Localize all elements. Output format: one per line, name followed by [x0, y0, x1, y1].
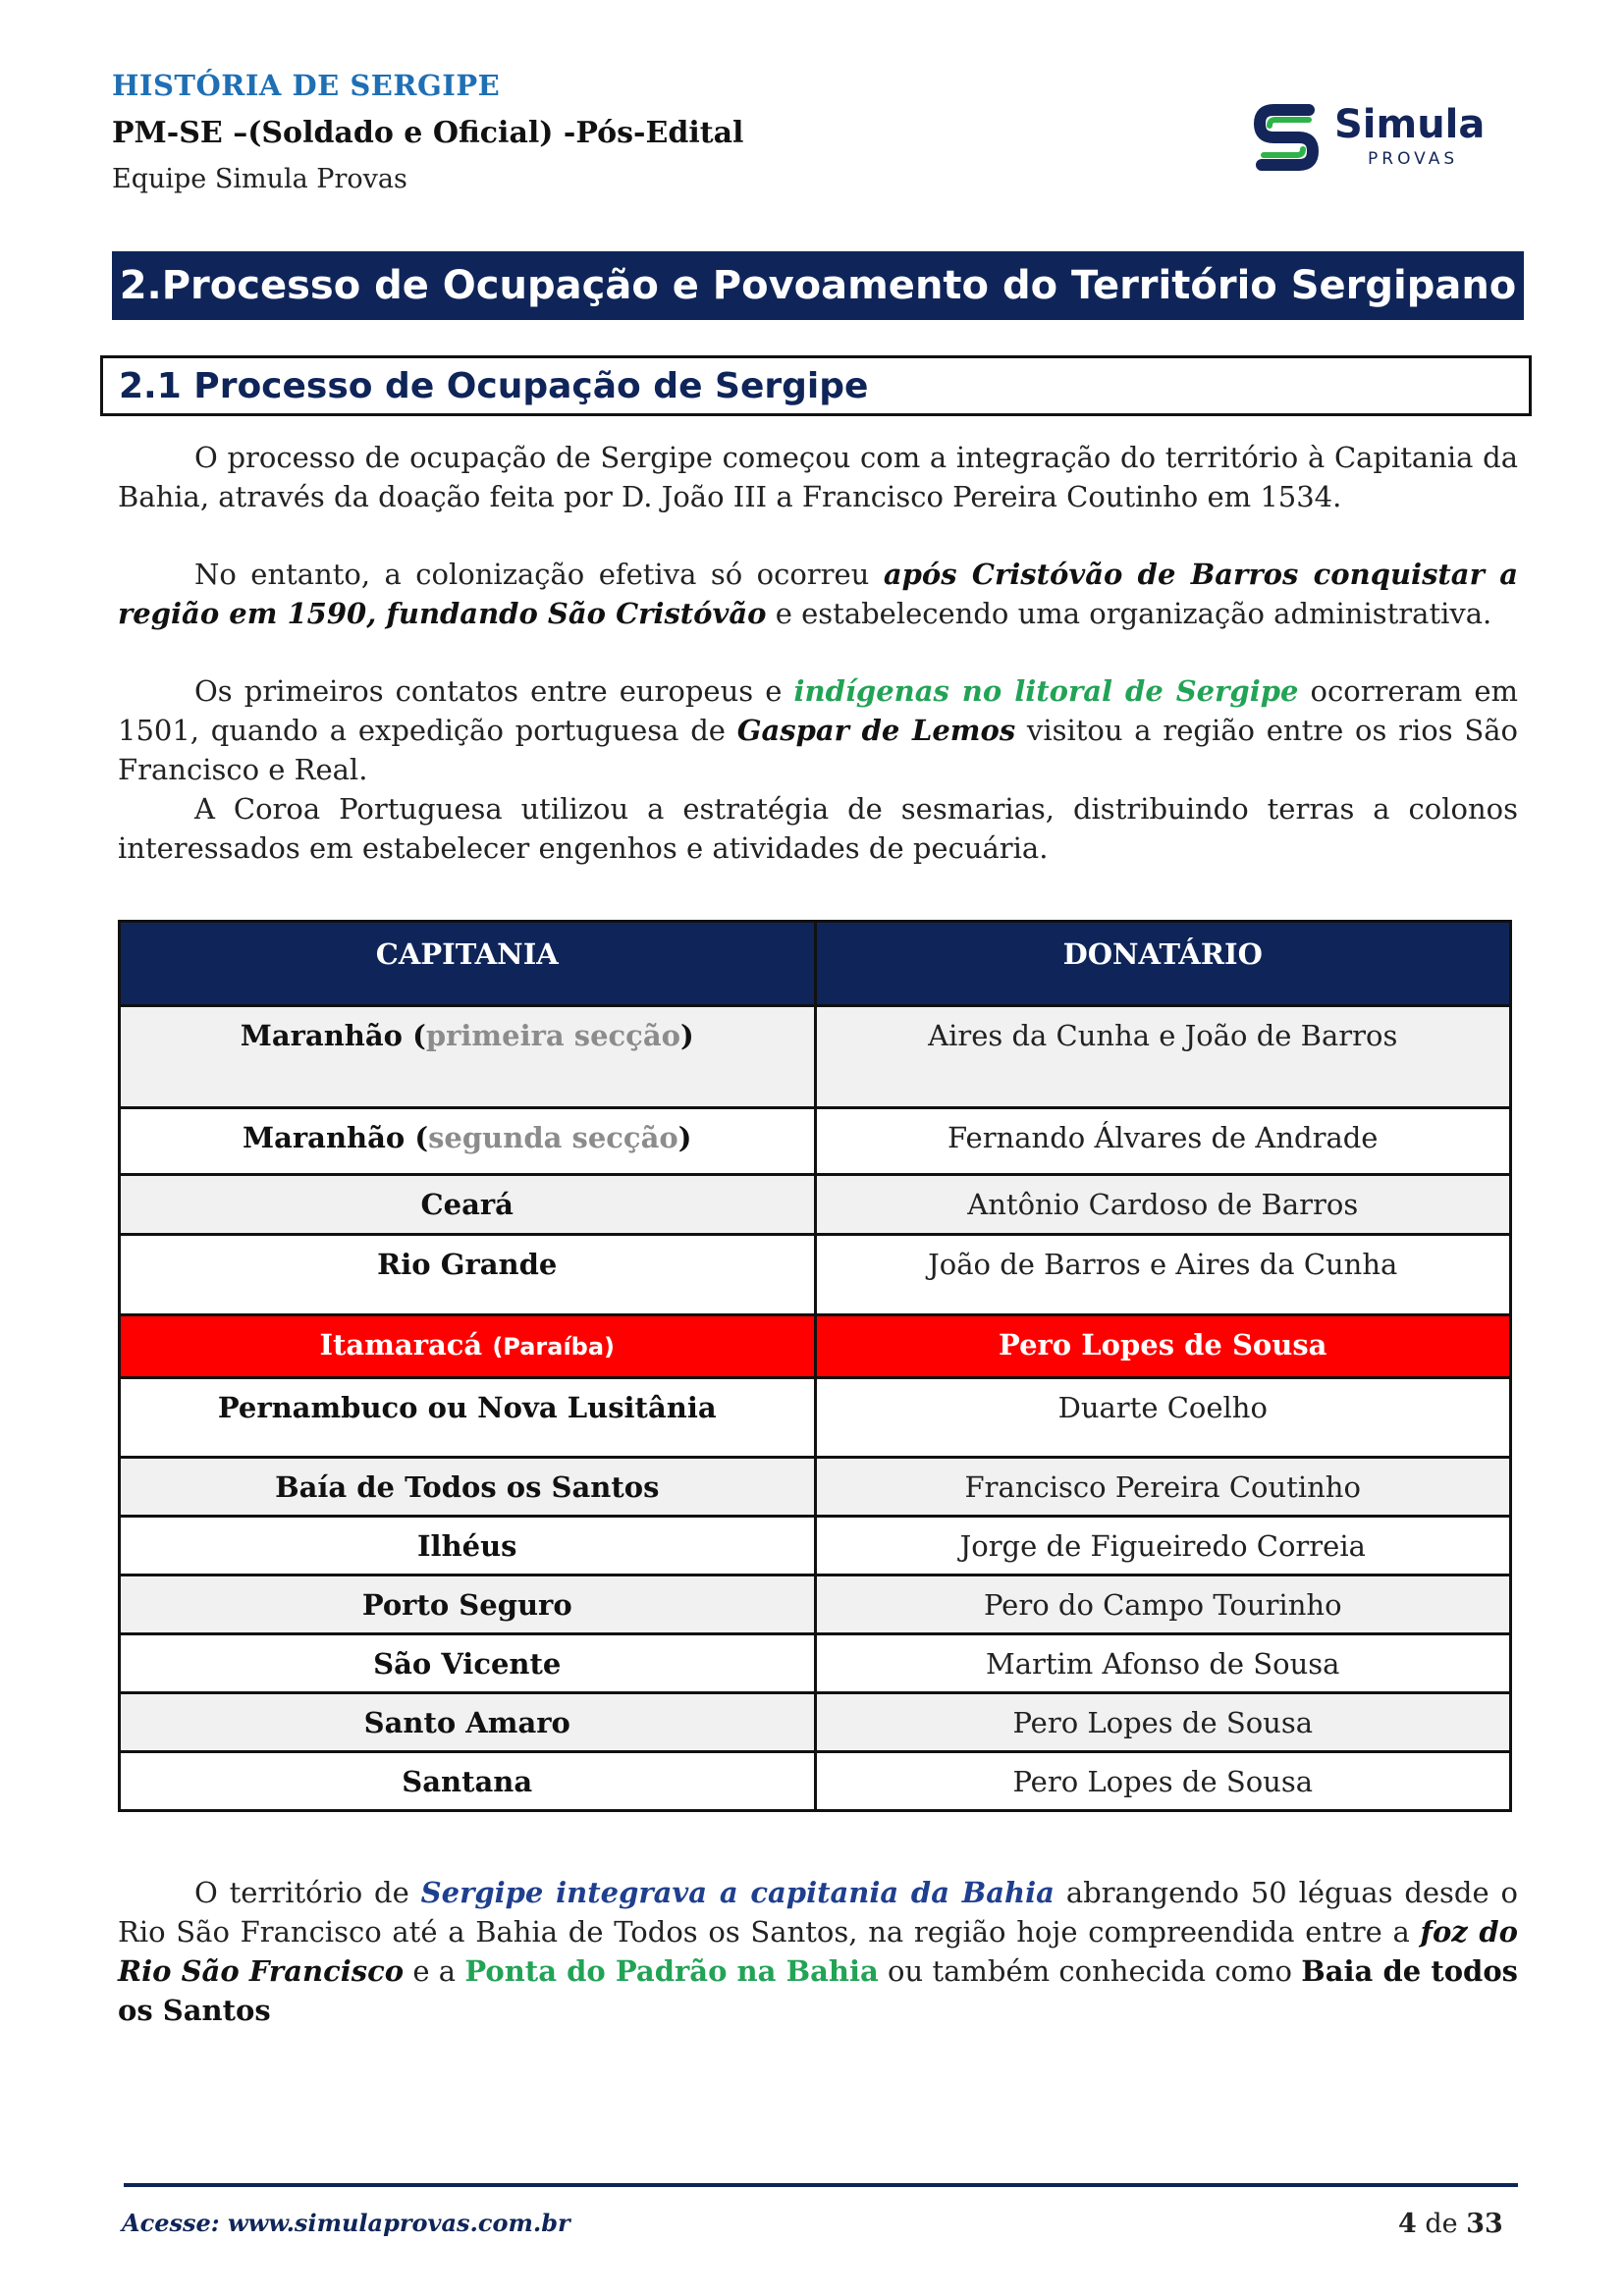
capitania-close: ) — [677, 1121, 692, 1154]
table-row — [120, 1235, 1511, 1315]
paragraph-5-blue-highlight: Sergipe integrava a capitania da Bahia — [420, 1876, 1055, 1909]
simula-provas-logo — [1252, 98, 1507, 177]
capitania-cell: Pernambuco ou Nova Lusitânia — [120, 1378, 816, 1458]
capitania-cell: Rio Grande — [120, 1235, 816, 1315]
logo-subtitle: PROVAS — [1368, 149, 1459, 169]
paragraph-3-text: Os primeiros contatos entre europeus e — [194, 674, 794, 708]
course-title: PM-SE –(Soldado e Oficial) -Pós-Edital — [112, 116, 744, 150]
capitania-cell: São Vicente — [120, 1634, 816, 1693]
donatario-cell: João de Barros e Aires da Cunha — [815, 1235, 1511, 1315]
donatario-cell: Pero Lopes de Sousa — [815, 1752, 1511, 1811]
donatario-cell: Pero Lopes de Sousa — [815, 1693, 1511, 1752]
paragraph-2-text: No entanto, a colonização efetiva só ocorreu — [194, 558, 884, 591]
paragraph-3-green-highlight: indígenas no litoral de Sergipe — [793, 674, 1299, 708]
capitania-cell: Santana — [120, 1752, 816, 1811]
donatario-cell: Pero do Campo Tourinho — [815, 1575, 1511, 1634]
paragraph-2-text-end: e estabelecendo uma organização administrativa. — [766, 597, 1492, 630]
donatario-cell: Fernando Álvares de Andrade — [815, 1108, 1511, 1175]
column-header-donatario: DONATÁRIO — [815, 922, 1511, 1006]
paragraph-3-text-end: visitou a região entre os rios São Francisco e Real. — [118, 714, 1518, 786]
donatario-cell: Pero Lopes de Sousa — [815, 1315, 1511, 1378]
paragraph-5 — [118, 1873, 1518, 2030]
paragraph-5-text-known: ou também conhecida como — [878, 1954, 1302, 1988]
paragraph-1: O processo de ocupação de Sergipe começou com a integração do território à Capitania da Bahia, através da doação feita por D. João III a Francisco Pereira Coutinho em 1534. — [118, 441, 1518, 513]
paragraph-5-highlight: foz do Rio São Francisco — [118, 1915, 1518, 1988]
capitania-close: ) — [679, 1019, 694, 1052]
capitanias-table — [118, 920, 1512, 1812]
donatario-cell: Antônio Cardoso de Barros — [815, 1175, 1511, 1235]
capitania-cell: Santo Amaro — [120, 1693, 816, 1752]
capitania-cell — [120, 1006, 816, 1108]
logo-s-icon — [1252, 98, 1321, 177]
section-title: 2.1 Processo de Ocupação de Sergipe — [100, 355, 1532, 416]
paragraph-2-highlight: após Cristóvão de Barros conquistar a região em 1590, fundando São Cristóvão — [118, 558, 1518, 630]
capitania-name: Maranhão ( — [240, 1019, 426, 1052]
table-row — [120, 1378, 1511, 1458]
column-header-capitania: CAPITANIA — [120, 922, 816, 1006]
page-number — [1398, 2209, 1503, 2239]
capitania-cell: Porto Seguro — [120, 1575, 816, 1634]
donatario-cell: Aires da Cunha e João de Barros — [815, 1006, 1511, 1108]
table-row — [120, 1517, 1511, 1575]
donatario-cell: Jorge de Figueiredo Correia — [815, 1517, 1511, 1575]
paragraph-2 — [118, 555, 1518, 633]
capitania-cell: Baía de Todos os Santos — [120, 1458, 816, 1517]
capitania-cell: Ceará — [120, 1175, 816, 1235]
paragraph-5-text: O território de — [194, 1876, 421, 1909]
team-name: Equipe Simula Provas — [112, 164, 407, 194]
table-header-row — [120, 922, 1511, 1006]
donatario-cell: Francisco Pereira Coutinho — [815, 1458, 1511, 1517]
capitania-cell: Ilhéus — [120, 1517, 816, 1575]
capitania-cell — [120, 1108, 816, 1175]
table-row — [120, 1108, 1511, 1175]
document-header — [112, 69, 743, 194]
capitania-name: Itamaracá — [319, 1328, 493, 1362]
capitania-cell — [120, 1315, 816, 1378]
chapter-title: 2.Processo de Ocupação e Povoamento do Território Sergipano — [112, 251, 1524, 320]
paragraph-4: A Coroa Portuguesa utilizou a estratégia de sesmarias, distribuindo terras a colonos interessados em estabelecer engenhos e atividades de pecuária. — [118, 792, 1518, 865]
footer-divider — [124, 2183, 1518, 2187]
paragraph-5-text-mid: abrangendo 50 léguas desde o Rio São Francisco até a Bahia de Todos os Santos, na região hoje compreendida entre a — [118, 1876, 1518, 1949]
table-row — [120, 1006, 1511, 1108]
footer-website-link[interactable]: Acesse: www.simulaprovas.com.br — [122, 2209, 570, 2237]
capitania-name: Maranhão ( — [243, 1121, 429, 1154]
table-row-highlighted — [120, 1315, 1511, 1378]
table-row — [120, 1752, 1511, 1811]
capitania-note: (Paraíba) — [492, 1333, 616, 1361]
table-row — [120, 1575, 1511, 1634]
page-separator: de — [1425, 2209, 1458, 2239]
paragraph-5-green-highlight: Ponta do Padrão na Bahia — [464, 1954, 879, 1988]
table-row — [120, 1458, 1511, 1517]
paragraph-3 — [118, 671, 1518, 789]
capitania-note: primeira secção — [425, 1019, 680, 1052]
capitania-note: segunda secção — [428, 1121, 678, 1154]
logo-wordmark: Simula — [1334, 102, 1486, 147]
paragraph-5-bold: Baia de todos os Santos — [118, 1954, 1519, 2027]
page-current: 4 — [1398, 2209, 1417, 2239]
donatario-cell: Duarte Coelho — [815, 1378, 1511, 1458]
page-total: 33 — [1466, 2209, 1503, 2239]
subject-title: HISTÓRIA DE SERGIPE — [112, 69, 501, 102]
table-row — [120, 1693, 1511, 1752]
donatario-cell: Martim Afonso de Sousa — [815, 1634, 1511, 1693]
paragraph-5-text-and: e a — [404, 1954, 465, 1988]
table-row — [120, 1175, 1511, 1235]
table-row — [120, 1634, 1511, 1693]
paragraph-3-highlight: Gaspar de Lemos — [736, 714, 1016, 747]
paragraph-3-text-mid: ocorreram em 1501, quando a expedição portuguesa de — [118, 674, 1518, 747]
